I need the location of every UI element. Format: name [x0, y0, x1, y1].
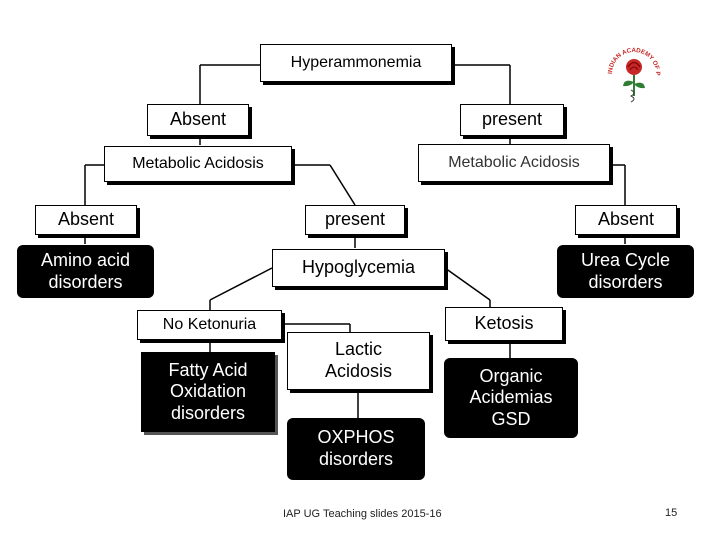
node-lactic-acidosis: Lactic Acidosis: [287, 332, 430, 390]
node-ketosis: Ketosis: [445, 307, 563, 341]
node-hypoglycemia: Hypoglycemia: [272, 249, 445, 287]
node-hyperammonemia: Hyperammonemia: [260, 44, 452, 82]
node-fatty-acid-oxidation: Fatty Acid Oxidation disorders: [141, 352, 275, 432]
footer-source: IAP UG Teaching slides 2015-16: [283, 508, 442, 520]
node-absent-top: Absent: [147, 104, 249, 136]
node-present-mid: present: [305, 205, 405, 235]
node-present-top: present: [460, 104, 564, 136]
node-organic-acidemias: Organic Acidemias GSD: [444, 358, 578, 438]
node-metabolic-acidosis-right: Metabolic Acidosis: [418, 144, 610, 182]
node-metabolic-acidosis-left: Metabolic Acidosis: [104, 146, 292, 182]
node-absent-mid-right: Absent: [575, 205, 677, 235]
node-urea-cycle-disorders: Urea Cycle disorders: [557, 245, 694, 298]
node-absent-mid-left: Absent: [35, 205, 137, 235]
node-no-ketonuria: No Ketonuria: [137, 310, 282, 340]
node-amino-acid-disorders: Amino acid disorders: [17, 245, 154, 298]
node-oxphos-disorders: OXPHOS disorders: [287, 418, 425, 480]
logo-text: INDIAN ACADEMY OF P: [606, 46, 662, 76]
page-number: 15: [665, 507, 678, 519]
iap-logo: [604, 34, 664, 110]
